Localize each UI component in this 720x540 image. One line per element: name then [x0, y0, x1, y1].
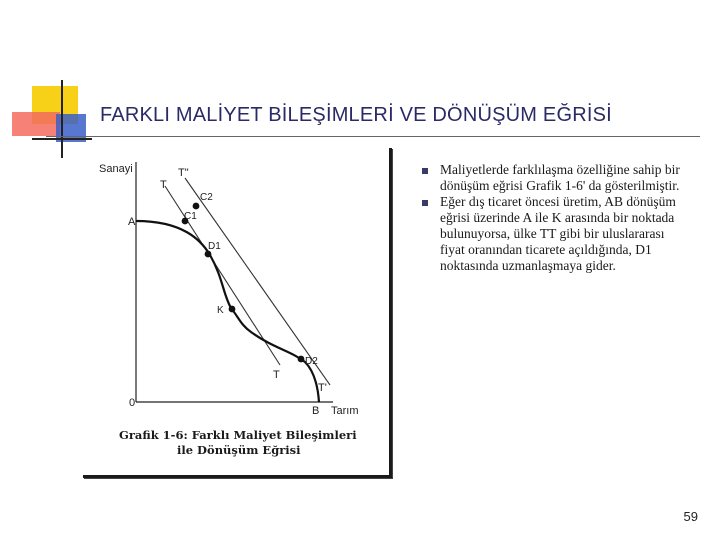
page-number: 59 [683, 509, 698, 524]
figure-transformation-curve [83, 148, 392, 478]
label-d2: D2 [305, 356, 318, 367]
deco-red-square [12, 112, 60, 136]
bullet-item [420, 194, 680, 274]
bullet-list [420, 162, 680, 274]
label-a: A [128, 216, 136, 228]
y-axis-label: Sanayi [99, 163, 133, 175]
figure-caption [119, 428, 379, 458]
label-t-bottom: T [273, 369, 280, 381]
bullet-item [420, 162, 680, 194]
price-line-tpp-tp [185, 178, 330, 385]
bullet-text: Eğer dış ticaret öncesi üretim, AB dönüşüm eğrisi üzerinde A ile K arasında bir noktada bulunuyorsa, ülke TT gibi bir uluslararası fiyat oranından ticarete açıldığında, D1 noktasında uzmanlaşmaya gider. [440, 194, 676, 273]
caption-line-1: Grafik 1-6: Farklı Maliyet Bileşimleri [119, 428, 357, 442]
point-d2 [298, 356, 305, 363]
title-underline [46, 136, 700, 137]
slide-title: FARKLI MALİYET BİLEŞİMLERİ VE DÖNÜŞÜM EĞRİSİ [100, 104, 612, 126]
point-k [229, 306, 236, 313]
figure-svg [83, 148, 389, 475]
label-c2: C2 [200, 192, 213, 203]
label-c1: C1 [184, 211, 197, 222]
label-t-top: T [160, 179, 167, 191]
x-axis-label: Tarım [331, 405, 359, 417]
bullet-text: Maliyetlerde farklılaşma özelliğine sahip bir dönüşüm eğrisi Grafik 1-6' da gösterilmiştir. [440, 162, 680, 193]
caption-line-2: ile Dönüşüm Eğrisi [177, 443, 301, 457]
label-b: B [312, 405, 320, 417]
point-c2 [193, 203, 200, 210]
label-tpp-top: T" [178, 167, 189, 179]
deco-horizontal-line [32, 138, 92, 140]
transformation-curve [136, 221, 319, 402]
bullet-square-icon [422, 168, 428, 174]
origin-label: 0 [129, 397, 136, 409]
label-tp-bottom: T' [318, 382, 327, 394]
price-line-tt [165, 186, 280, 365]
label-d1: D1 [208, 241, 221, 252]
bullet-square-icon [422, 200, 428, 206]
deco-vertical-line [61, 80, 63, 158]
label-k: K [217, 305, 224, 316]
